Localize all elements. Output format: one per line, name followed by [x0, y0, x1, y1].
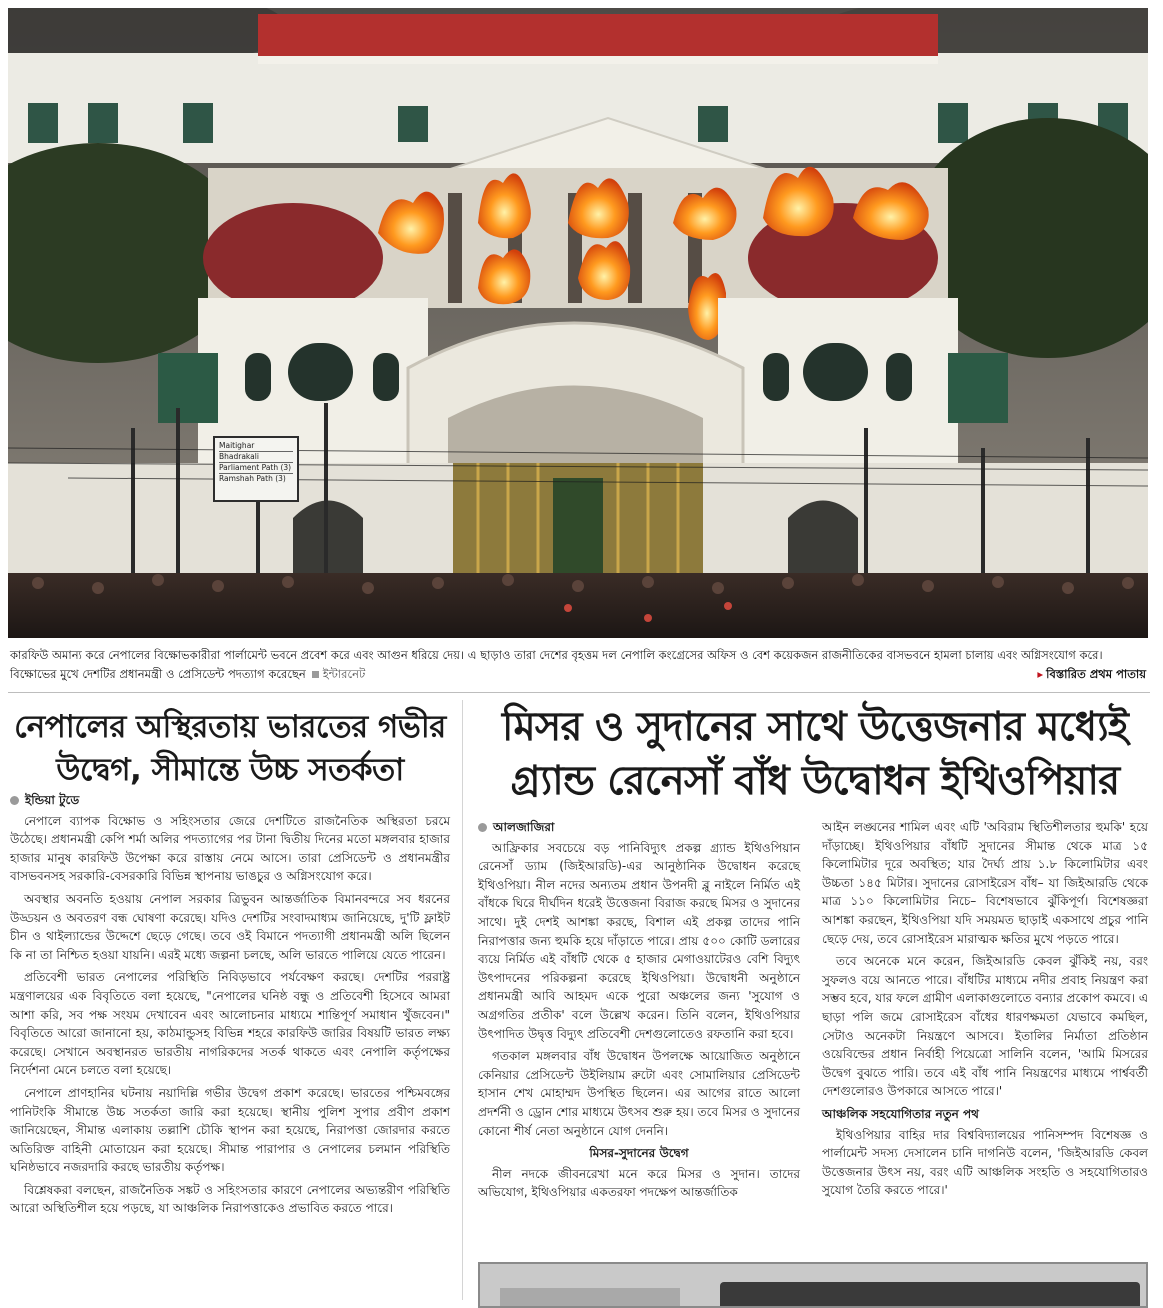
- continued-link[interactable]: [1037, 665, 1146, 684]
- paragraph: আফ্রিকার সবচেয়ে বড় পানিবিদ্যুৎ প্রকল্প গ্র্যান্ড ইথিওপিয়ান রেনেসাঁ ড্যাম (জিইআরডি)-এর আনুষ্ঠানিক উদ্বোধন করেছে ইথিওপিয়া। নীল নদের অন্যতম প্রধান উপনদী ব্লু নাইলে নির্মিত এই বাঁধকে ঘিরে দীর্ঘদিন ধরেই উত্তেজনা বিরাজ করছে মিসর ও সুদানের সাথে। দুই দেশই আশঙ্কা করছে, বিশাল এই প্রকল্প তাদের পানি নিরাপত্তার জন্য হুমকি হয়ে দাঁড়াতে পারে। প্রায় ৫০০ কোটি ডলারের ব্যয়ে নির্মিত এই বাঁধটি থেকে ৫ হাজার মেগাওয়াটেরও বেশি বিদ্যুৎ উৎপাদনের পরিকল্পনা করেছে ইথিওপিয়া। উদ্বোধনী অনুষ্ঠানে প্রধানমন্ত্রী আবি আহমদ একে পুরো অঞ্চলের জন্য 'সুযোগ ও অগ্রগতির প্রতীক' বলে উল্লেখ করেন। তিনি বলেন, ইথিওপিয়ার উৎপাদিত উদ্বৃত্ত বিদ্যুৎ প্রতিবেশী দেশগুলোতেও রফতানি করা হবে।: [478, 840, 800, 1041]
- subheading-concern: মিসর-সুদানের উদ্বেগ: [589, 1146, 689, 1161]
- paragraph: গতকাল মঙ্গলবার বাঁধ উদ্বোধন উপলক্ষে আয়োজিত অনুষ্ঠানে কেনিয়ার প্রেসিডেন্ট উইলিয়াম রুটো এবং সোমালিয়ার প্রেসিডেন্ট হাসান শেখ মোহাম্মদ উপস্থিত ছিলেন। এর আগের রাতে আলো প্রদর্শনী ও ড্রোন শোর মাধ্যমে উৎসব শুরু হয়। তবে মিসর ও সুদানের কোনো শীর্ষ নেতা অনুষ্ঠানে যোগ দেননি।: [478, 1049, 800, 1138]
- paragraph: তবে অনেকে মনে করেন, জিইআরডি কেবল ঝুঁকিই নয়, বরং সুফলও বয়ে আনতে পারে। বাঁধটির মাধ্যমে নদীর প্রবাহ নিয়ন্ত্রণ করা সম্ভব হবে, যার ফলে গ্রামীণ এলাকাগুলোতে বন্যার প্রকোপ কমবে। এ ছাড়া পলি জমে রোসাইরেস বাঁধের ধারণক্ষমতা যেভাবে কমছিল, সেটাও অনেকটা নিয়ন্ত্রণে আসবে। ইতালির নির্মাতা প্রতিষ্ঠান ওয়েবিল্ডের প্রধান নির্বাহী পিয়েত্রো সালিনি বলেন, 'আমি মিসরের উদ্বেগ বুঝতে পারি। তবে এই বাঁধ পানি নিয়ন্ত্রণের মাধ্যমে পার্শ্ববর্তী দেশগুলোরও উপকারে আসতে পারে।': [822, 954, 1148, 1099]
- right-article-column-1: [478, 818, 800, 1202]
- credit-square-icon: [312, 671, 319, 678]
- ad-graphic: [500, 1288, 680, 1306]
- photo-caption: [10, 646, 1148, 684]
- right-source-label: আলজাজিরা: [493, 820, 555, 834]
- photo-credit: ইন্টারনেট: [322, 667, 366, 681]
- section-divider: [8, 692, 1150, 693]
- right-article-column-2: [822, 818, 1148, 1200]
- sign-line: Ramshah Path (3): [219, 474, 286, 483]
- caption-text: কারফিউ অমান্য করে নেপালের বিক্ষোভকারীরা পার্লামেন্ট ভবনে প্রবেশ করে এবং আগুন ধরিয়ে দেয়। এ ছাড়াও তারা দেশের বৃহত্তম দল নেপালি কংগ্রেসের অফিস ও বেশ কয়েকজন রাজনীতিকের বাসভবনে হামলা চালায় এবং অগ্নিসংযোগ করে। বিক্ষোভের মুখে দেশটির প্রধানমন্ত্রী ও প্রেসিডেন্ট পদত্যাগ করেছেন: [10, 648, 1103, 681]
- sign-line: Parliament Path (3): [219, 463, 292, 472]
- paragraph: নেপালে প্রাণহানির ঘটনায় নয়াদিল্লি গভীর উদ্বেগ প্রকাশ করেছে। ভারতের পশ্চিমবঙ্গের পানিটংকি সীমান্তে উচ্চ সতর্কতা জারি করা হয়েছে। স্থানীয় পুলিশ সুপার প্রবীণ প্রকাশ জানিয়েছেন, সীমান্ত এলাকায় তল্লাশি চৌকি স্থাপন করা হয়েছে, নিরাপত্তা জোরদার করতে অতিরিক্ত বাহিনী মোতায়েন করা হয়েছে। সীমান্ত পারাপার ও নেপালের চলমান পরিস্থিতি ঘনিষ্ঠভাবে নজরদারি করছে ভারতীয় কর্তৃপক্ষ।: [10, 1085, 450, 1175]
- paragraph: প্রতিবেশী ভারত নেপালের পরিস্থিতি নিবিড়ভাবে পর্যবেক্ষণ করছে। দেশটির পররাষ্ট্র মন্ত্রণালয়ের এক বিবৃতিতে বলা হয়েছে, "নেপালের ঘনিষ্ঠ বন্ধু ও প্রতিবেশী হিসেবে আমরা আশা করি, সব পক্ষ সংযম দেখাবেন এবং আলোচনার মাধ্যমে শান্তিপূর্ণ সমাধান খুঁজবেন।" বিবৃতিতে আরো জানানো হয়, কাঠমান্ডুসহ বিভিন্ন শহরে কারফিউ জারির বিষয়টি ভারত লক্ষ্য করেছে। সেখানে অবস্থানরত ভারতীয় নাগরিকদের সতর্ক থাকতে এবং নেপালি কর্তৃপক্ষের নির্দেশনা মেনে চলতে বলা হয়েছে।: [10, 970, 450, 1078]
- street-sign: [213, 436, 299, 502]
- left-article-source: [10, 791, 450, 810]
- left-headline: নেপালের অস্থিরতায় ভারতের গভীর উদ্বেগ, সীমান্তে উচ্চ সতর্কতা: [14, 709, 446, 788]
- column-divider: [462, 700, 463, 1300]
- burning-parliament-illustration: [8, 8, 1148, 638]
- continued-link-label: বিস্তারিত প্রথম পাতায়: [1046, 667, 1146, 681]
- sign-line: Maitighar: [219, 441, 293, 452]
- paragraph: বিশ্লেষকরা বলছেন, রাজনৈতিক সঙ্কট ও সহিংসতার কারণে নেপালের অভ্যন্তরীণ পরিস্থিতি আরো অস্থিতিশীল হয়ে পড়ছে, যা আঞ্চলিক নিরাপত্তাকেও প্রভাবিত করতে পারে।: [10, 1182, 450, 1216]
- left-source-label: ইন্ডিয়া টুডে: [25, 793, 80, 807]
- triangle-icon: ▸: [1037, 667, 1044, 681]
- lead-photo: [8, 8, 1148, 638]
- paragraph: অবস্থার অবনতি হওয়ায় নেপাল সরকার ত্রিভুবন আন্তর্জাতিক বিমানবন্দরে সব ধরনের উড্ডয়ন ও অবতরণ বন্ধ ঘোষণা করেছে। যদিও দেশটির সংবাদমাধ্যম জানিয়েছে, দু'টি ফ্লাইট চীন ও থাইল্যান্ডের উদ্দেশে ছেড়ে গেছে। তবে ওই বিমানে পদত্যাগী প্রধানমন্ত্রী অলি ছিলেন কি না তা নিশ্চিত হওয়া যায়নি। এরই মধ্যে জল্পনা চলছে, অলি ভারতে পালিয়ে যেতে পারেন।: [10, 891, 450, 962]
- sign-line: Bhadrakali: [219, 452, 293, 463]
- paragraph: আইন লঙ্ঘনের শামিল এবং এটি 'অবিরাম স্থিতিশীলতার হুমকি' হয়ে দাঁড়াচ্ছে। ইথিওপিয়ার বাঁধটি সুদানের সীমান্ত থেকে মাত্র ১৫ কিলোমিটার দূরে অবস্থিত; যার দৈর্ঘ্য প্রায় ১.৮ কিলোমিটার এবং উচ্চতা ১৪৫ মিটার। সুদানের রোসাইরেস বাঁধ– যা জিইআরডি থেকে মাত্র ১১০ কিলোমিটার নিচে– বিশেষভাবে ঝুঁকিপূর্ণ। বিশেষজ্ঞরা আশঙ্কা করছেন, ইথিওপিয়া যদি সময়মত ছাড়াই একসাথে প্রচুর পানি ছেড়ে দেয়, তবে রোসাইরেস মারাত্মক ক্ষতির মুখে পড়তে পারে।: [822, 820, 1148, 946]
- paragraph: নীল নদকে জীবনরেখা মনে করে মিসর ও সুদান। তাদের অভিযোগ, ইথিওপিয়ার একতরফা পদক্ষেপ আন্তর্জাতিক: [478, 1166, 800, 1200]
- right-article-source: [478, 818, 800, 837]
- ad-banner-graphic: [720, 1282, 1140, 1308]
- paragraph: ইথিওপিয়ার বাহির দার বিশ্ববিদ্যালয়ের পানিসম্পদ বিশেষজ্ঞ ও পার্লামেন্ট সদস্য দেসালেন চানি দাগনিউ বলেন, 'জিইআরডি কেবল উত্তেজনার উৎস নয়, বরং এটি আঞ্চলিক সংহতি ও সহযোগিতারও সুযোগ তৈরি করতে পারে।': [822, 1127, 1148, 1198]
- left-article-body: [10, 791, 450, 1218]
- paragraph: নেপালে ব্যাপক বিক্ষোভ ও সহিংসতার জেরে দেশটিতে রাজনৈতিক অস্থিরতা চরমে উঠেছে। প্রধানমন্ত্রী কেপি শর্মা অলির পদত্যাগের পর টানা দ্বিতীয় দিনের মতো মঙ্গলবার হাজার হাজার মানুষ কারফিউ উপেক্ষা করে রাস্তায় নেমে আসে। তারা প্রেসিডেন্ট ও প্রধানমন্ত্রীর বাসভবনসহ সরকারি-বেসরকারি বিভিন্ন স্থাপনায় ভাঙচুর ও অগ্নিসংযোগ করে।: [10, 813, 450, 884]
- source-dot-icon: [478, 823, 487, 832]
- advertisement-strip: [478, 1262, 1148, 1308]
- source-dot-icon: [10, 796, 19, 805]
- subheading-cooperation: আঞ্চলিক সহযোগিতার নতুন পথ: [822, 1106, 979, 1121]
- right-headline: মিসর ও সুদানের সাথে উত্তেজনার মধ্যেই গ্র্যান্ড রেনেসাঁ বাঁধ উদ্বোধন ইথিওপিয়ার: [502, 704, 1128, 804]
